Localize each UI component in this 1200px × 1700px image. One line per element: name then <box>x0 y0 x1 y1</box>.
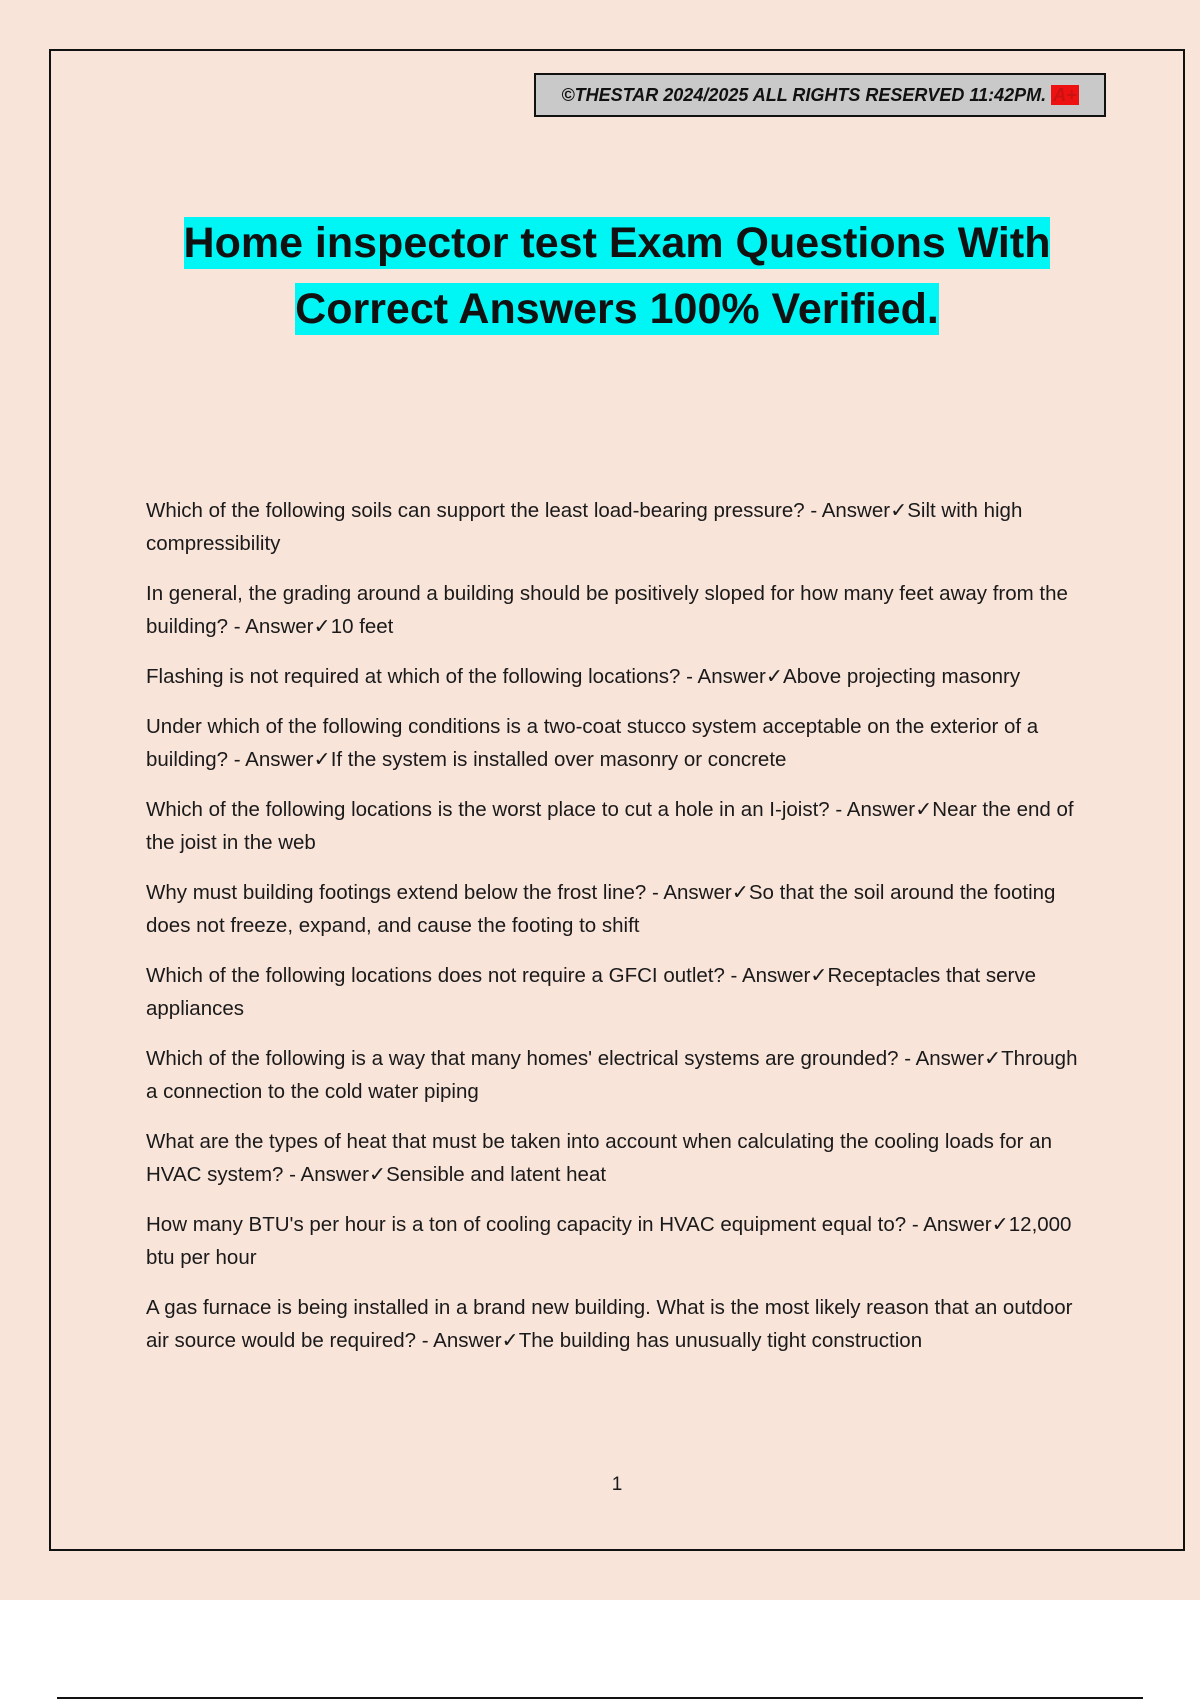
question-answer-item: Why must building footings extend below the frost line? - Answer✓So that the soil around the footing does not freeze, expand, and cause the footing to shift <box>146 881 1056 937</box>
copyright-text: ©THESTAR 2024/2025 ALL RIGHTS RESERVED 11:42PM. <box>561 85 1047 105</box>
question-answer-item: How many BTU's per hour is a ton of cooling capacity in HVAC equipment equal to? - Answer✓12,000 btu per hour <box>146 1213 1072 1269</box>
question-answer-item: In general, the grading around a building should be positively sloped for how many feet away from the building? - Answer✓10 feet <box>146 582 1068 638</box>
question-answer-item: Under which of the following conditions is a two-coat stucco system acceptable on the exterior of a building? - Answer✓If the system is installed over masonry or concrete <box>146 715 1039 771</box>
page-number: 1 <box>611 1474 623 1495</box>
copyright-banner <box>534 73 1106 117</box>
question-answer-item: Which of the following soils can support the least load-bearing pressure? - Answer✓Silt with high compressibility <box>146 499 1023 555</box>
title-line-2: Correct Answers 100% Verified. <box>295 285 939 333</box>
question-answer-item: Which of the following locations is the worst place to cut a hole in an I-joist? - Answer✓Near the end of the joist in the web <box>146 798 1074 854</box>
question-answer-list <box>146 494 1086 1374</box>
grade-badge: A+ <box>1053 85 1077 105</box>
next-page-divider <box>57 1697 1143 1699</box>
question-answer-item: What are the types of heat that must be taken into account when calculating the cooling loads for an HVAC system? - Answer✓Sensible and latent heat <box>146 1130 1052 1186</box>
question-answer-item: Which of the following is a way that many homes' electrical systems are grounded? - Answer✓Through a connection to the cold water piping <box>146 1047 1078 1103</box>
document-title <box>100 210 1134 342</box>
question-answer-item: Flashing is not required at which of the following locations? - Answer✓Above projecting masonry <box>146 665 1021 688</box>
question-answer-item: A gas furnace is being installed in a brand new building. What is the most likely reason that an outdoor air source would be required? - Answer✓The building has unusually tight construction <box>146 1296 1073 1352</box>
question-answer-item: Which of the following locations does not require a GFCI outlet? - Answer✓Receptacles that serve appliances <box>146 964 1037 1020</box>
title-line-1: Home inspector test Exam Questions With <box>183 219 1051 267</box>
